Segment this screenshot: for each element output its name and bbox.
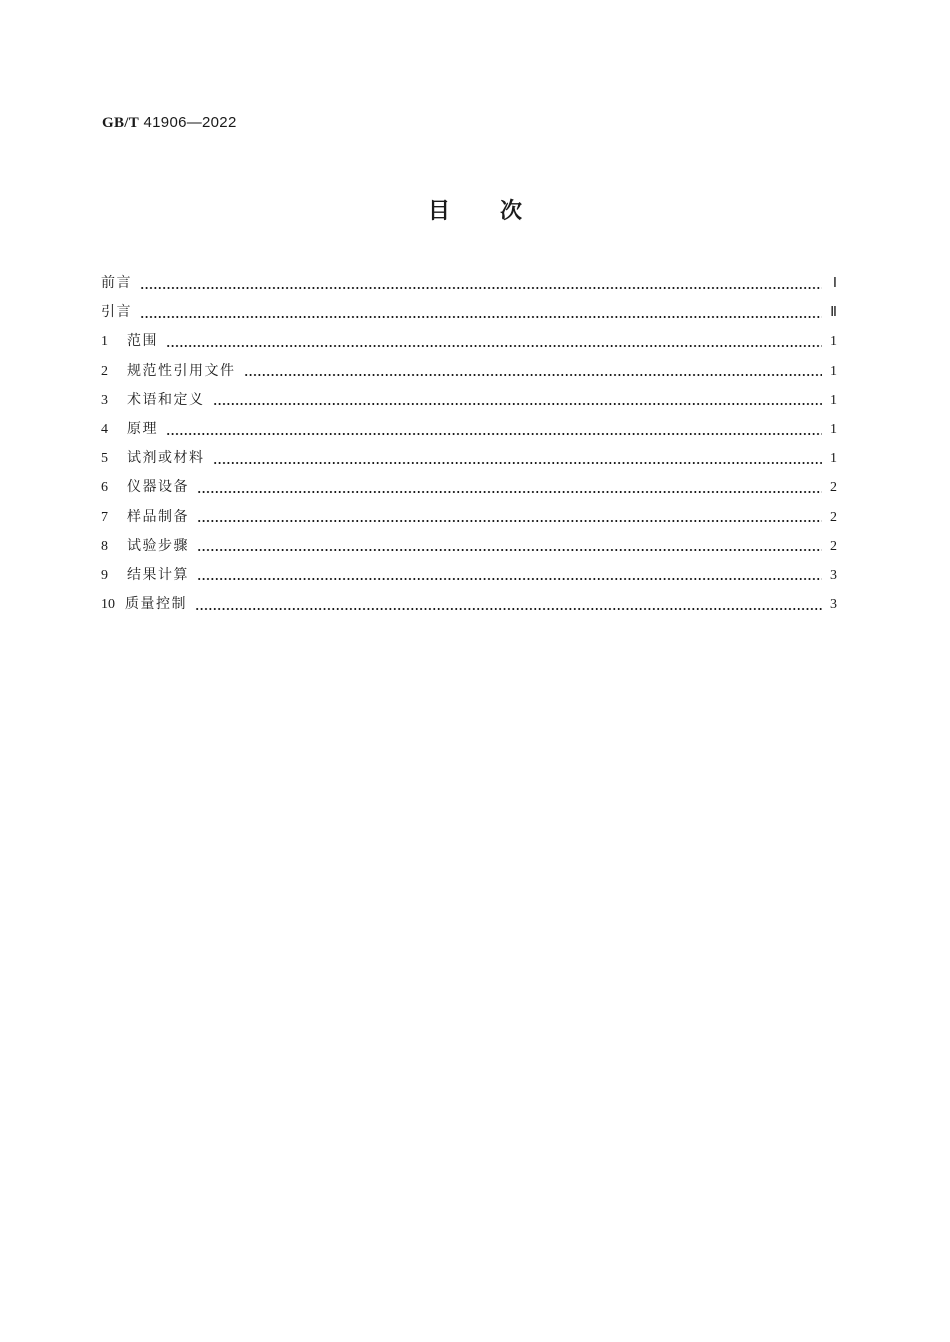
- toc-entry-label: 7 样品制备: [101, 508, 189, 525]
- toc-entry-1[interactable]: [101, 330, 837, 359]
- toc-leader-dots: [213, 402, 823, 406]
- toc-page-number: Ⅱ: [830, 305, 837, 321]
- toc-leader-dots: [140, 315, 822, 319]
- toc-entry-6[interactable]: [101, 476, 837, 505]
- toc-entry-5[interactable]: [101, 447, 837, 476]
- toc-section-number: 9: [101, 567, 108, 583]
- table-of-contents: [101, 272, 837, 622]
- toc-entry-8[interactable]: [101, 535, 837, 564]
- toc-entry-label: 3 术语和定义: [101, 391, 205, 408]
- toc-leader-dots: [166, 344, 822, 348]
- toc-leader-dots: [197, 577, 822, 581]
- toc-page-number: 1: [830, 363, 837, 379]
- toc-entry-label: 9 结果计算: [101, 566, 189, 583]
- toc-entry-foreword[interactable]: [101, 272, 837, 301]
- toc-section-number: 5: [101, 451, 108, 467]
- toc-entry-10[interactable]: [101, 593, 837, 622]
- toc-entry-label: 8 试验步骤: [101, 537, 189, 554]
- standard-year-number: 41906—2022: [143, 114, 237, 131]
- toc-leader-dots: [197, 548, 822, 552]
- toc-leader-dots: [197, 490, 822, 494]
- toc-entry-2[interactable]: [101, 360, 837, 389]
- toc-page-number: 2: [830, 480, 837, 496]
- toc-section-number: 7: [101, 509, 108, 525]
- toc-page-number: 1: [830, 421, 837, 437]
- toc-leader-dots: [197, 519, 822, 523]
- toc-entry-label: 4 原理: [101, 420, 158, 437]
- toc-entry-label: 1 范围: [101, 333, 158, 350]
- toc-entry-label: 引言: [101, 304, 132, 321]
- toc-entry-7[interactable]: [101, 506, 837, 535]
- standard-code: GB/T: [102, 115, 140, 131]
- toc-leader-dots: [140, 286, 822, 290]
- toc-entry-label: 5 试剂或材料: [101, 450, 205, 467]
- toc-entry-3[interactable]: [101, 389, 837, 418]
- standard-number: [102, 114, 237, 132]
- toc-entry-introduction[interactable]: [101, 301, 837, 330]
- toc-page-number: 3: [830, 567, 837, 583]
- toc-page-number: 1: [830, 451, 837, 467]
- toc-page-number: Ⅰ: [832, 276, 837, 291]
- toc-page-number: 1: [830, 334, 837, 350]
- toc-leader-dots: [166, 432, 822, 436]
- toc-page-number: 1: [830, 392, 837, 408]
- toc-section-number: 2: [101, 363, 108, 379]
- toc-entry-label: 10 质量控制: [101, 596, 187, 613]
- toc-section-number: 6: [101, 480, 108, 496]
- toc-page-number: 2: [830, 538, 837, 554]
- toc-entry-label: 2 规范性引用文件: [101, 362, 236, 379]
- toc-page-number: 2: [830, 509, 837, 525]
- toc-leader-dots: [244, 373, 823, 377]
- toc-section-number: 8: [101, 538, 108, 554]
- toc-entry-label: 前言: [101, 275, 132, 291]
- toc-leader-dots: [195, 607, 822, 611]
- toc-section-number: 10: [101, 597, 115, 613]
- toc-entry-label: 6 仪器设备: [101, 479, 189, 496]
- toc-page-number: 3: [830, 597, 837, 613]
- toc-section-number: 4: [101, 421, 108, 437]
- toc-title: 目次: [427, 199, 572, 224]
- toc-entry-4[interactable]: [101, 418, 837, 447]
- toc-section-number: 1: [101, 334, 108, 350]
- toc-leader-dots: [213, 461, 823, 465]
- toc-entry-9[interactable]: [101, 564, 837, 593]
- toc-section-number: 3: [101, 392, 108, 408]
